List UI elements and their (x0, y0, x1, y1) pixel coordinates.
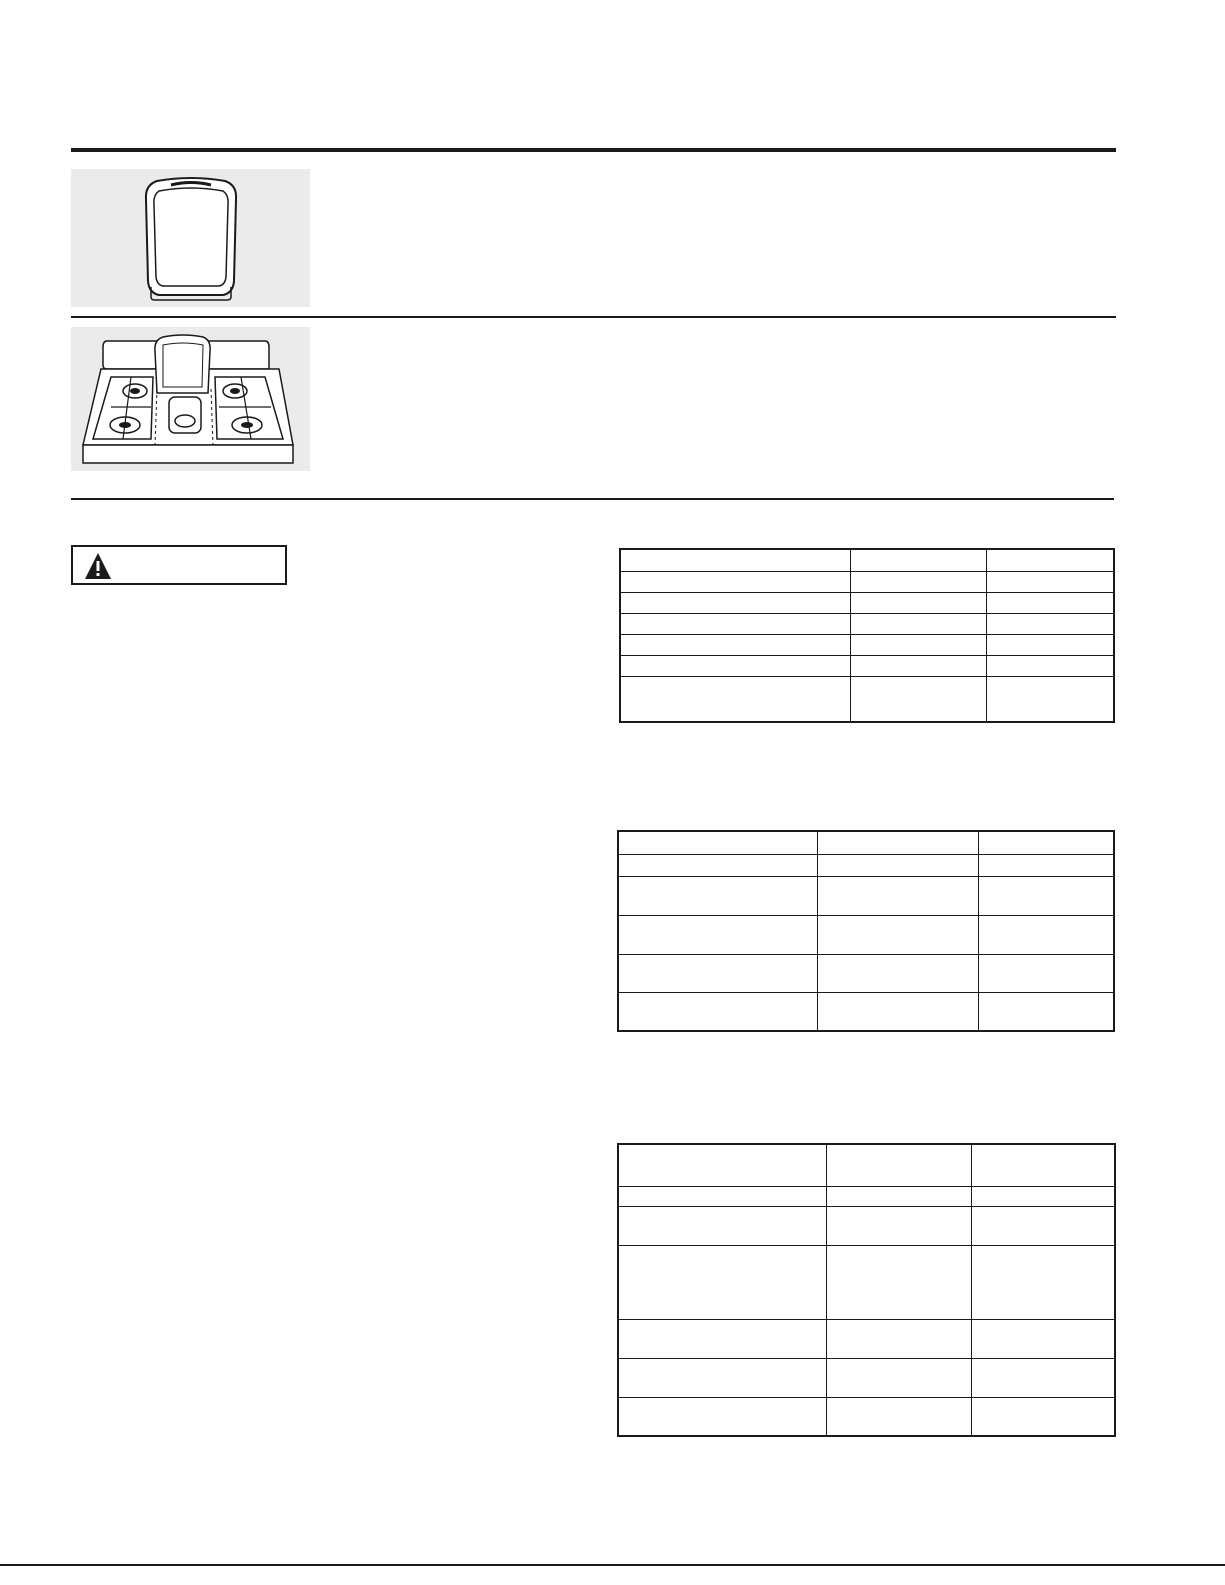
table-row (620, 549, 1114, 571)
table-row (618, 1358, 1115, 1397)
table-row (618, 915, 1114, 954)
table-row (618, 854, 1114, 876)
section-divider (71, 316, 1116, 318)
table-row (620, 634, 1114, 655)
table-row (620, 613, 1114, 634)
table-2 (617, 830, 1115, 1032)
table-row (620, 592, 1114, 613)
gas-range-with-griddle-icon (71, 327, 310, 471)
table-1 (619, 548, 1115, 723)
table-row (618, 992, 1114, 1031)
griddle-illustration (71, 169, 310, 307)
table-row (618, 954, 1114, 992)
table-row (618, 1186, 1115, 1206)
warning-box (71, 545, 287, 585)
range-illustration (71, 327, 310, 471)
table-row (618, 876, 1114, 915)
section-divider-lower (71, 498, 1114, 500)
table-row (618, 1397, 1115, 1436)
griddle-icon (71, 169, 310, 307)
warning-triangle-icon (83, 551, 113, 581)
table-3 (617, 1143, 1116, 1437)
top-rule (71, 148, 1116, 152)
table-row (618, 1245, 1115, 1319)
table-row (618, 1206, 1115, 1245)
table-row (618, 831, 1114, 854)
table-row (618, 1319, 1115, 1358)
table-row (620, 571, 1114, 592)
table-row (620, 676, 1114, 722)
table-row (620, 655, 1114, 676)
table-row (618, 1144, 1115, 1186)
bottom-rule (0, 1564, 1225, 1566)
